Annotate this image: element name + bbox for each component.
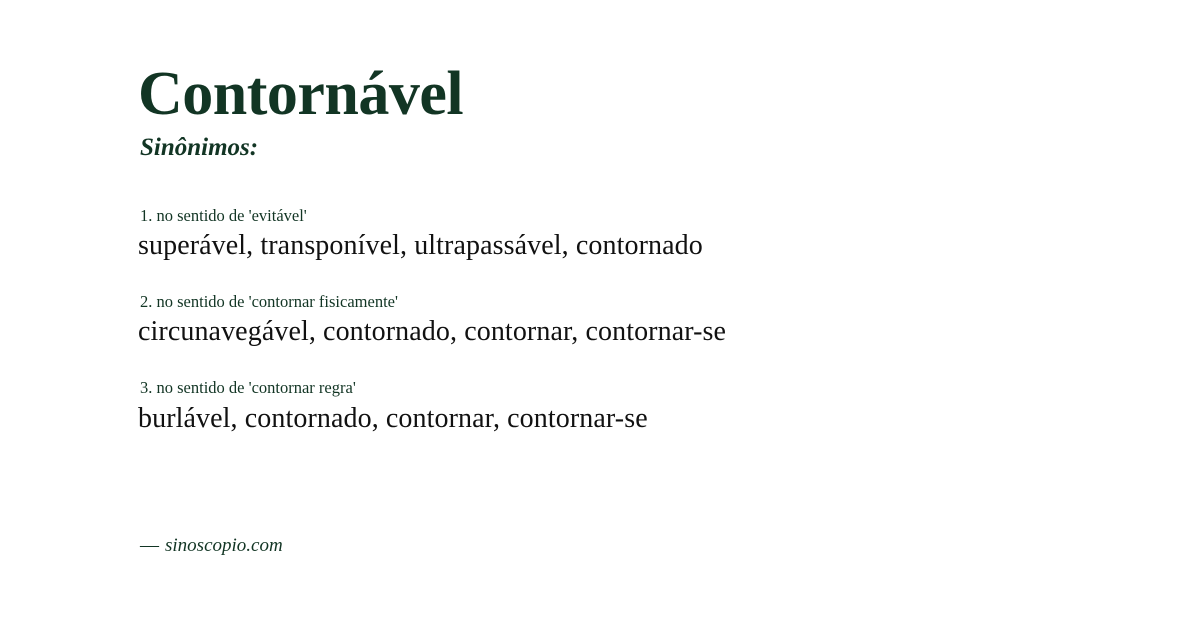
sense-list [138, 205, 1078, 438]
source-name: sinoscopio.com [165, 535, 283, 556]
sense-label: 2. no sentido de 'contornar fisicamente' [140, 292, 398, 312]
synonyms-subtitle: Sinônimos: [140, 134, 259, 161]
source-attribution [140, 535, 283, 557]
sense-synonyms: circunavegável, contornado, contornar, contornar-se [138, 316, 727, 348]
sense-synonyms: burlável, contornado, contornar, contornar-se [138, 402, 648, 434]
sense-label: 3. no sentido de 'contornar regra' [140, 378, 356, 398]
page-title: Contornável [138, 60, 464, 128]
sense-synonyms: superável, transponível, ultrapassável, contornado [138, 230, 703, 262]
sense-label: 1. no sentido de 'evitável' [140, 206, 307, 225]
list-item [138, 291, 1078, 351]
list-item [138, 377, 1078, 437]
em-dash: — [140, 535, 159, 556]
list-item [138, 205, 1078, 265]
